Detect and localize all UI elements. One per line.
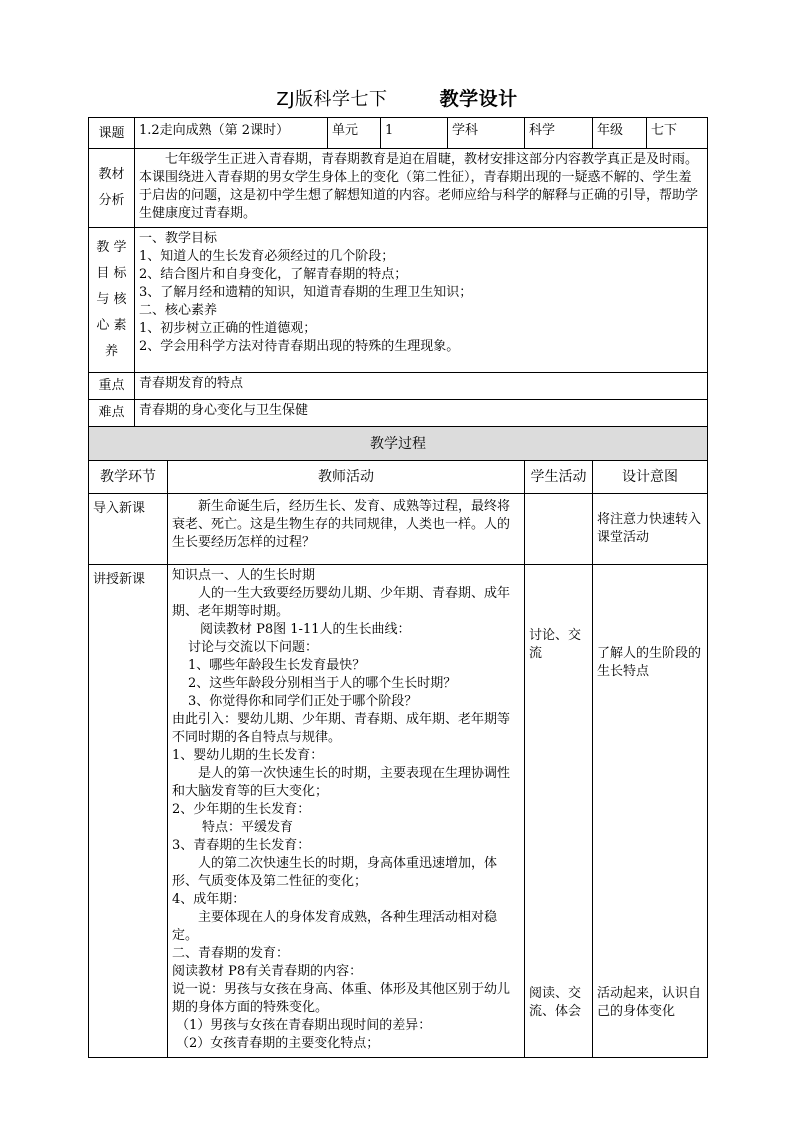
material-row xyxy=(89,149,708,228)
lecture-intent-2: 活动起来，认识自己的身体变化 xyxy=(597,986,702,1019)
lecture-row xyxy=(89,565,708,1058)
col-student: 学生活动 xyxy=(525,461,593,494)
material-label: 教材 分析 xyxy=(89,149,135,228)
lecture-stage: 讲授新课 xyxy=(89,565,168,1058)
unit-label: 单元 xyxy=(328,118,381,149)
difficulty-text: 青春期的身心变化与卫生保健 xyxy=(135,400,708,427)
col-stage: 教学环节 xyxy=(89,461,168,494)
intro-intent: 将注意力快速转入课堂活动 xyxy=(593,494,708,565)
intro-row xyxy=(89,494,708,565)
col-teacher: 教师活动 xyxy=(168,461,525,494)
unit-value: 1 xyxy=(381,118,448,149)
subject-value: 科学 xyxy=(525,118,593,149)
material-text: 七年级学生正进入青春期，青春期教育是迫在眉睫，教材安排这部分内容教学真正是及时雨。本课围绕进入青春期的男女学生身体上的变化（第二性征），青春期出现的一疑惑不解的、学生羞于启齿的问题，这是初中学生想了解想知道的内容。老师应给与科学的解释与正确的引导，帮助学生健康度过青春期。 xyxy=(135,149,708,228)
intro-student xyxy=(525,494,593,565)
course-label: 课题 xyxy=(89,118,135,149)
process-columns-row xyxy=(89,461,708,494)
lecture-student-1: 讨论、交流 xyxy=(529,628,582,661)
lecture-teacher: 知识点一、人的生长时期 人的一生大致要经历婴幼儿期、少年期、青春期、成年期、老年期等时期。 阅读教材 P8图 1-11人的生长曲线： 讨论与交流以下问题： 1、哪些年龄段生长发育最快？ 2、这些年龄段分别相当于人的哪个生长时期？ 3、你觉得你和同学们正处于哪个阶段？ 由此引入：婴幼儿期、少年期、青春期、成年期、老年期等不同时期的各自特点与规律。 1、婴幼儿期的生长发育： 是人的第一次快速生长的时期，主要表现在生理协调性和大脑发育等的巨大变化； 2、少年期的生长发育： 特点：平缓发育 3、青春期的生长发育： 人的第二次快速生长的时期，身高体重迅速增加，体形、气质变体及第二性征的变化； 4、成年期： 主要体现在人的身体发育成熟，各种生理活动相对稳定。 二、青春期的发育： 阅读教材 P8有关青春期的内容： 说一说：男孩与女孩在身高、体重、体形及其他区别于幼儿期的身体方面的特殊变化。 （1）男孩与女孩在青春期出现时间的差异： （2）女孩青春期的主要变化特点； xyxy=(168,565,525,1058)
lecture-intent xyxy=(593,565,708,1058)
lecture-student xyxy=(525,565,593,1058)
goals-label: 教 学 目 标 与 核 心 素 养 xyxy=(89,228,135,373)
difficulty-label: 难点 xyxy=(89,400,135,427)
title-design: 教学设计 xyxy=(439,88,518,110)
key-point-text: 青春期发育的特点 xyxy=(135,373,708,400)
process-heading: 教学过程 xyxy=(89,427,708,461)
grade-value: 七下 xyxy=(647,118,708,149)
goals-text: 一、教学目标 1、知道人的生长发育必须经过的几个阶段； 2、结合图片和自身变化，了解青春期的特点； 3、了解月经和遗精的知识，知道青春期的生理卫生知识； 二、核心素养 1、初步树立正确的性道德观； 2、学会用科学方法对待青春期出现的特殊的生理现象。 xyxy=(135,228,708,373)
intro-stage: 导入新课 xyxy=(89,494,168,565)
lesson-plan-table xyxy=(88,117,708,1058)
process-heading-row xyxy=(89,427,708,461)
key-point-row xyxy=(89,373,708,400)
lecture-student-2: 阅读、交流、体会 xyxy=(529,986,582,1019)
course-value: 1.2走向成熟（第 2课时） xyxy=(135,118,328,149)
difficulty-row xyxy=(89,400,708,427)
title-edition: ZJ版科学七下 xyxy=(276,89,388,110)
grade-label: 年级 xyxy=(593,118,647,149)
subject-label: 学科 xyxy=(448,118,525,149)
info-row xyxy=(89,118,708,149)
col-intent: 设计意图 xyxy=(593,461,708,494)
goals-row xyxy=(89,228,708,373)
lecture-intent-1: 了解人的生阶段的生长特点 xyxy=(597,646,702,679)
page-title xyxy=(0,84,794,111)
intro-teacher: 新生命诞生后，经历生长、发育、成熟等过程，最终将衰老、死亡。这是生物生存的共同规律，人类也一样。人的生长要经历怎样的过程？ xyxy=(168,494,525,565)
key-point-label: 重点 xyxy=(89,373,135,400)
